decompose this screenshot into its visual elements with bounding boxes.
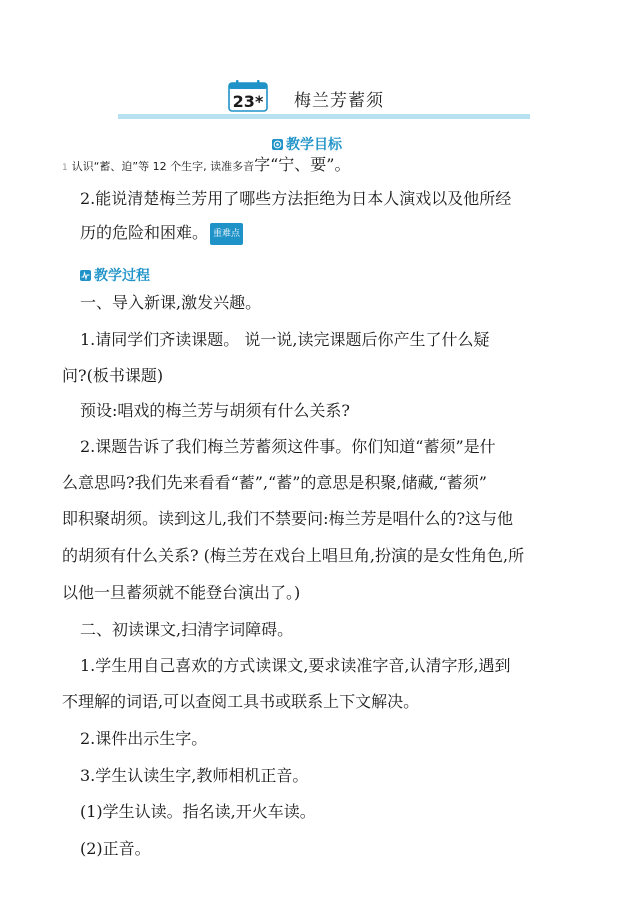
- goal-item-1-small-text: 认识“蓄、迫”等 12 个生字, 读准多音: [71, 160, 255, 173]
- process-line: 预设:唱戏的梅兰芳与胡须有什么关系?: [80, 401, 350, 420]
- goal-item-2-line-2-text: 历的危险和困难。: [80, 223, 209, 242]
- lesson-title: 梅兰芳蓄须: [294, 91, 384, 111]
- lesson-number: 23*: [232, 92, 264, 111]
- goal-item-1: [62, 152, 351, 175]
- calendar-lesson-icon: [228, 80, 268, 112]
- process-line: 即积聚胡须。读到这儿,我们不禁要问:梅兰芳是唱什么的?这与他: [62, 509, 514, 528]
- goals-heading: [272, 134, 342, 154]
- process-line: (1)学生认读。指名读,开火车读。: [80, 802, 316, 821]
- process-line: 以他一旦蓄须就不能登台演出了。): [62, 583, 301, 602]
- goal-item-1-index: 1: [62, 163, 68, 173]
- process-line: 1.请同学们齐读课题。 说一说,读完课题后你产生了什么疑: [80, 330, 490, 349]
- goal-item-1-large-text: 字“宁、要”。: [254, 155, 351, 174]
- process-heading-text: 教学过程: [94, 268, 150, 284]
- process-line: 问?(板书课题): [62, 366, 164, 385]
- key-difficulty-badge: 重难点: [210, 223, 243, 245]
- process-line: 1.学生用自己喜欢的方式读课文,要求读准字音,认清字形,遇到: [80, 656, 511, 675]
- target-icon: [272, 139, 283, 150]
- goal-item-2-line-1: 2.能说清楚梅兰芳用了哪些方法拒绝为日本人演戏以及他所经: [80, 189, 512, 208]
- process-line: 2.课题告诉了我们梅兰芳蓄须这件事。你们知道“蓄须”是什: [80, 437, 496, 456]
- process-line: 3.学生认读生字,教师相机正音。: [80, 766, 309, 785]
- process-line: (2)正音。: [80, 839, 151, 858]
- goal-item-2-line-2: [80, 223, 243, 245]
- goals-heading-text: 教学目标: [286, 137, 342, 153]
- header-rule: [118, 114, 530, 119]
- process-heading: [80, 265, 150, 285]
- process-line: 么意思吗?我们先来看看“蓄”,“蓄”的意思是积聚,储藏,“蓄须”: [62, 473, 487, 492]
- process-line: 的胡须有什么关系? (梅兰芳在戏台上唱旦角,扮演的是女性角色,所: [62, 546, 525, 565]
- pulse-icon: [80, 270, 91, 281]
- process-line: 二、初读课文,扫清字词障碍。: [80, 620, 294, 639]
- process-line: 2.课件出示生字。: [80, 729, 208, 748]
- process-line: 不理解的词语,可以查阅工具书或联系上下文解决。: [62, 692, 420, 711]
- process-line: 一、导入新课,激发兴趣。: [80, 293, 262, 312]
- lesson-header: [118, 78, 530, 120]
